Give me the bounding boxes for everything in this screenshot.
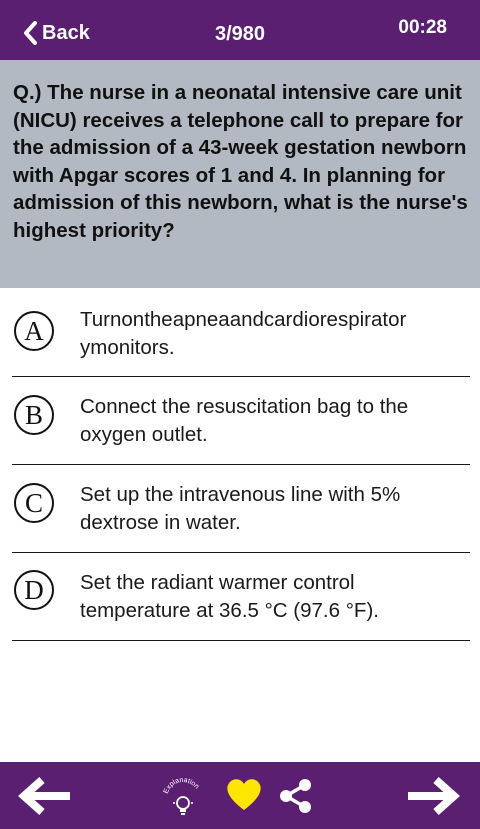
back-label: Back (42, 21, 90, 44)
option-letter: D (14, 570, 54, 610)
question-counter: 3/980 (214, 23, 266, 45)
share-icon[interactable] (276, 778, 316, 814)
question-text: Q.) The nurse in a neonatal intensive care unit (NICU) receives a telephone call to prepare for the admission of a 43-week gestation newborn with Apgar scores of 1 and 4. In planning for admission of this newborn, what is the nurse's highest priority? (13, 81, 468, 242)
option-text: Connect the resuscitation bag to the oxygen outlet. (80, 395, 409, 446)
option-text: Turnontheapneaandcardiorespirator ymonitors. (80, 308, 407, 359)
option-c[interactable] (12, 464, 470, 553)
option-a[interactable] (12, 288, 470, 377)
top-bar (0, 0, 480, 60)
option-text: Set up the intravenous line with 5% dextrose in water. (80, 483, 401, 534)
arrow-left-icon[interactable] (18, 774, 74, 818)
option-d[interactable] (12, 552, 470, 641)
option-b[interactable] (12, 376, 470, 465)
heart-icon[interactable] (224, 776, 264, 812)
timer: 00:28 (398, 17, 447, 38)
option-letter: B (14, 395, 54, 435)
bottom-bar (0, 762, 480, 829)
option-text: Set the radiant warmer control temperature at 36.5 °C (97.6 °F). (80, 571, 379, 622)
explanation-button[interactable] (161, 772, 205, 818)
question-panel (0, 60, 480, 288)
lightbulb-icon (161, 772, 205, 818)
explanation-arc-label: Explanation (162, 776, 201, 795)
option-letter: A (14, 311, 54, 351)
arrow-right-icon[interactable] (404, 774, 460, 818)
option-letter: C (14, 483, 54, 523)
